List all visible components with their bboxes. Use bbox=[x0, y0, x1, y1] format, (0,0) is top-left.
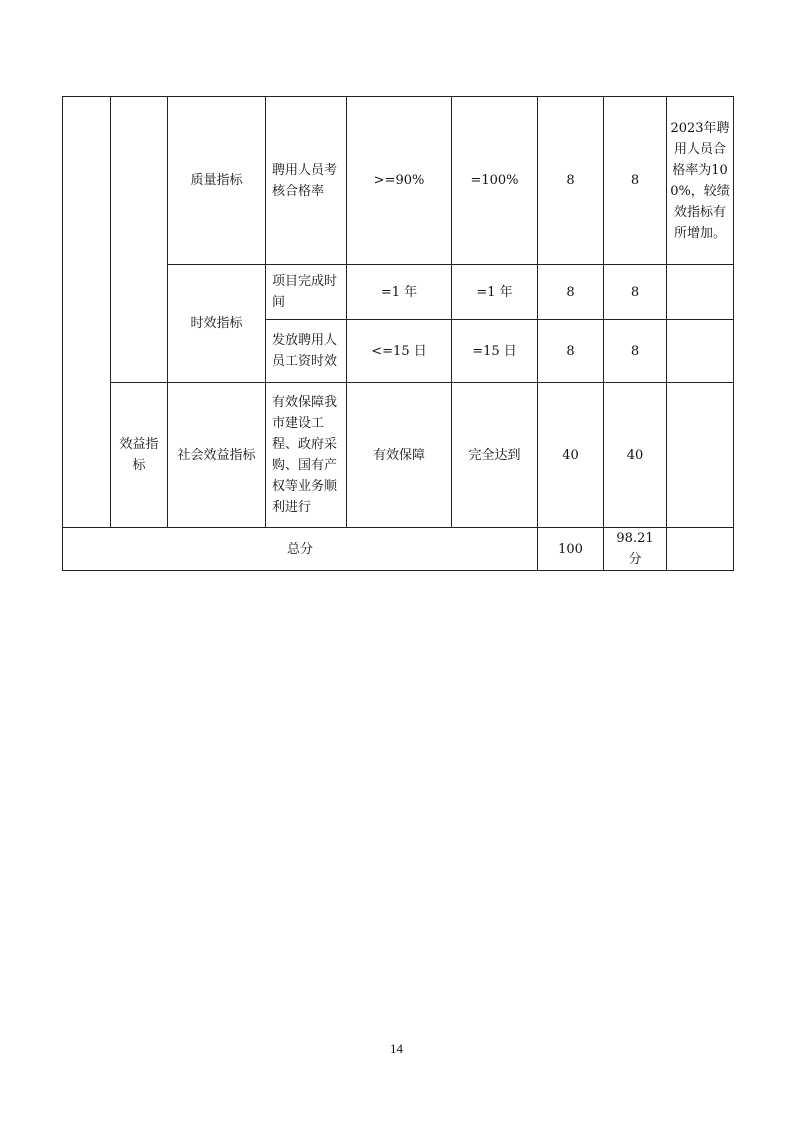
actual-cell: 完全达到 bbox=[452, 383, 538, 528]
total-row bbox=[63, 528, 734, 571]
table-row bbox=[63, 383, 734, 528]
level2-timeliness-cell: 时效指标 bbox=[168, 265, 266, 383]
weight-cell: 8 bbox=[538, 97, 604, 265]
level1-blank-cell bbox=[63, 97, 111, 528]
indicator-cell: 项目完成时间 bbox=[266, 265, 347, 320]
weight-cell: 40 bbox=[538, 383, 604, 528]
remark-cell: 2023年聘用人员合格率为100%，较绩效指标有所增加。 bbox=[667, 97, 734, 265]
actual-cell: =100% bbox=[452, 97, 538, 265]
page-number: 14 bbox=[390, 1041, 403, 1056]
performance-table bbox=[62, 96, 734, 571]
target-cell: <=15 日 bbox=[347, 320, 452, 383]
target-cell: >=90% bbox=[347, 97, 452, 265]
actual-cell: =15 日 bbox=[452, 320, 538, 383]
remark-cell bbox=[667, 383, 734, 528]
remark-cell bbox=[667, 265, 734, 320]
total-label: 总分 bbox=[63, 528, 538, 571]
weight-cell: 8 bbox=[538, 265, 604, 320]
total-remark-cell bbox=[667, 528, 734, 571]
weight-cell: 8 bbox=[538, 320, 604, 383]
level1-output-blank-cell bbox=[111, 97, 168, 383]
indicator-cell: 有效保障我市建设工程、政府采购、国有产权等业务顺利进行 bbox=[266, 383, 347, 528]
level2-quality-cell: 质量指标 bbox=[168, 97, 266, 265]
total-weight-cell: 100 bbox=[538, 528, 604, 571]
score-cell: 40 bbox=[604, 383, 667, 528]
table-row bbox=[63, 97, 734, 265]
total-score-cell: 98.21 分 bbox=[604, 528, 667, 571]
score-cell: 8 bbox=[604, 320, 667, 383]
indicator-cell: 聘用人员考核合格率 bbox=[266, 97, 347, 265]
indicator-cell: 发放聘用人员工资时效 bbox=[266, 320, 347, 383]
level1-benefit-cell: 效益指标 bbox=[111, 383, 168, 528]
actual-cell: =1 年 bbox=[452, 265, 538, 320]
score-cell: 8 bbox=[604, 265, 667, 320]
score-cell: 8 bbox=[604, 97, 667, 265]
target-cell: 有效保障 bbox=[347, 383, 452, 528]
level2-social-benefit-cell: 社会效益指标 bbox=[168, 383, 266, 528]
target-cell: =1 年 bbox=[347, 265, 452, 320]
remark-cell bbox=[667, 320, 734, 383]
